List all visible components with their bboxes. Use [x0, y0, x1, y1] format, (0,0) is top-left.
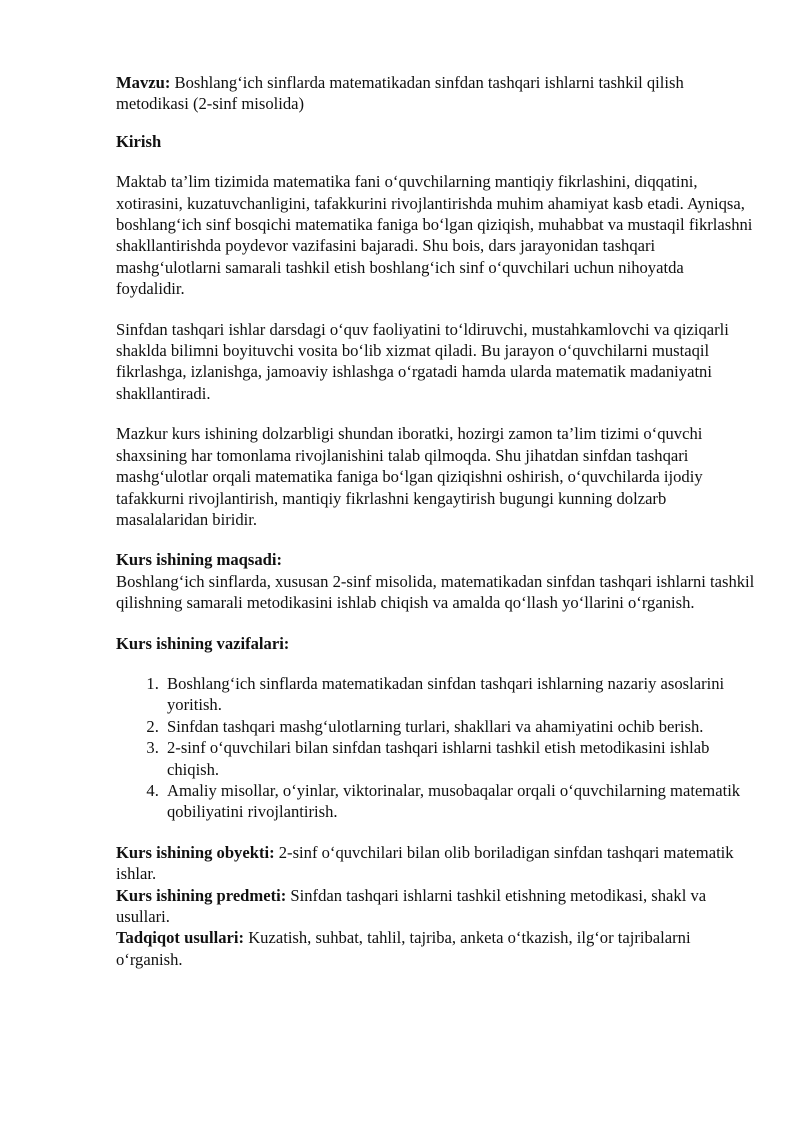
- document-page: [116, 72, 756, 970]
- object-line: [116, 842, 756, 885]
- tasks-heading: Kurs ishining vazifalari:: [116, 633, 290, 653]
- subject-line: [116, 885, 756, 928]
- goal-text: Boshlang‘ich sinflarda, xususan 2-sinf misolida, matematikadan sinfdan tashqari ishlarni tashkil qilishning samarali metodikasini ishlab chiqish va amalda qo‘llash yo‘llarini o‘rganish.: [116, 571, 755, 613]
- task-item-3: 3. 2-sinf o‘quvchilari bilan sinfdan tashqari ishlarni tashkil etish metodikasini ishlab chiqish.: [163, 737, 756, 780]
- goal-heading: Kurs ishining maqsadi:: [116, 550, 282, 570]
- task-item-4: 4. Amaliy misollar, o‘yinlar, viktorinalar, musobaqalar orqali o‘quvchilarning matematik qobiliyatini rivojlantirish.: [163, 780, 756, 823]
- intro-paragraph-1: Maktab ta’lim tizimida matematika fani o‘quvchilarning mantiqiy fikrlashini, diqqatini, xotirasini, kuzatuvchanligini, tafakkurini rivojlantirishda muhim ahamiyat kasb etadi. Ayniqsa, boshlang‘ich sinf bosqichi matematika faniga bo‘lgan qiziqish, muhabbat va mustaqil fikrlashni shakllantirishda poydevor vazifasini bajaradi. Shu bois, dars jarayonidan tashqari mashg‘ulotlarni samarali tashkil etish boshlang‘ich sinf o‘quvchilari uchun nihoyatda foydalidir.: [116, 172, 753, 299]
- intro-paragraph-3: Mazkur kurs ishining dolzarbligi shundan iboratki, hozirgi zamon ta’lim tizimi o‘quvchi shaxsining har tomonlama rivojlanishini talab qilmoqda. Shu jihatdan sinfdan tashqari mashg‘ulotlar orqali matematika faniga bo‘lgan qiziqishni oshirish, o‘quvchilarda ijodiy tafakkurni rivojlantirish, mantiqiy fikrlashni kengaytirish bugungi kunning dolzarb masalalaridan biridir.: [116, 424, 703, 529]
- task-item-2: 2. Sinfdan tashqari mashg‘ulotlarning turlari, shakllari va ahamiyatini ochib berish.: [163, 716, 756, 737]
- intro-paragraph-2: Sinfdan tashqari ishlar darsdagi o‘quv faoliyatini to‘ldiruvchi, mustahkamlovchi va qiziqarli shaklda bilimni boyituvchi vosita bo‘lib xizmat qiladi. Bu jarayon o‘quvchilarni mustaqil fikrlashga, izlanishga, jamoaviy ishlashga o‘rgatadi hamda ularda matematik madaniyatni shakllantiradi.: [116, 319, 729, 403]
- topic-line: [116, 72, 756, 115]
- intro-heading: Kirish: [116, 131, 162, 151]
- tasks-list: [116, 673, 756, 823]
- subject-text: Sinfdan tashqari ishlarni tashkil etishning metodikasi, shakl va usullari.: [116, 885, 707, 926]
- task-item-1: 1. Boshlang‘ich sinflarda matematikadan sinfdan tashqari ishlarning nazariy asoslarini yoritish.: [163, 673, 756, 716]
- methods-text: Kuzatish, suhbat, tahlil, tajriba, anketa o‘tkazish, ilg‘or tajribalarni o‘rganish.: [116, 928, 691, 969]
- object-text: 2-sinf o‘quvchilari bilan olib boriladigan sinfdan tashqari matematik ishlar.: [116, 842, 734, 884]
- methods-label: Tadqiqot usullari:: [116, 928, 245, 948]
- object-label: Kurs ishining obyekti:: [116, 842, 275, 862]
- topic-label: Mavzu:: [116, 73, 171, 92]
- topic-text: Boshlang‘ich sinflarda matematikadan sinfdan tashqari ishlarni tashkil qilish metodikasi (2-sinf misolida): [116, 73, 684, 114]
- methods-line: [116, 927, 756, 970]
- subject-label: Kurs ishining predmeti:: [116, 885, 287, 905]
